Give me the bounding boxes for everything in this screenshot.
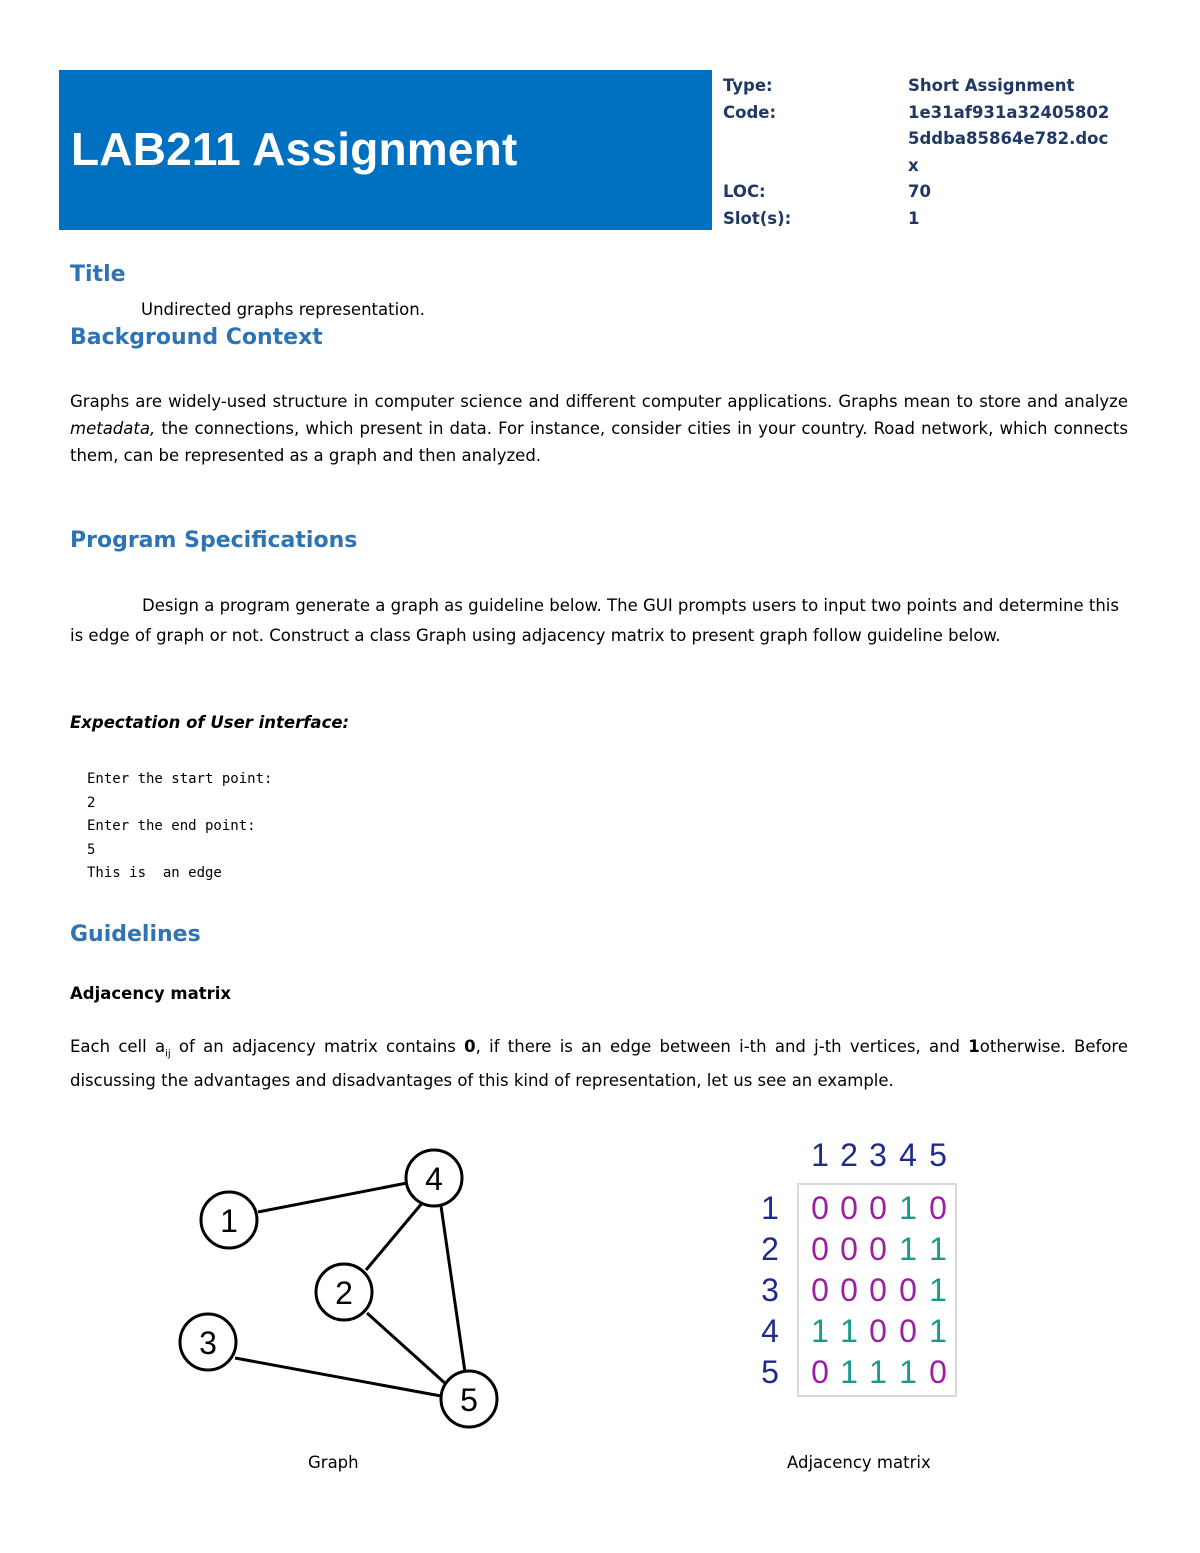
matrix-cell: 1 <box>929 1231 947 1267</box>
edge-2-4 <box>366 1202 423 1270</box>
matrix-cell: 1 <box>899 1190 917 1226</box>
matrix-cell: 1 <box>811 1313 829 1349</box>
matrix-cell: 1 <box>899 1231 917 1267</box>
row-header: 1 <box>761 1190 779 1226</box>
background-heading: Background Context <box>70 325 323 350</box>
edge-4-5 <box>441 1206 465 1372</box>
matrix-cell: 0 <box>811 1190 829 1226</box>
document-title: LAB211 Assignment <box>71 123 518 175</box>
console-sample <box>87 768 272 886</box>
column-header: 4 <box>899 1137 917 1173</box>
background-text-1: Graphs are widely-used structure in computer science and different computer applications. Graphs mean to store and analyze <box>70 392 1128 411</box>
background-paragraph <box>70 388 1128 469</box>
console-line: 5 <box>87 841 96 858</box>
matrix-cell: 0 <box>929 1354 947 1390</box>
slots-label: Slot(s): <box>723 208 792 228</box>
matrix-cell: 0 <box>869 1272 887 1308</box>
row-header: 4 <box>761 1313 779 1349</box>
console-line: 2 <box>87 794 96 811</box>
gp-b: of an adjacency matrix contains <box>170 1037 465 1056</box>
column-header: 1 <box>811 1137 829 1173</box>
matrix-cell: 0 <box>840 1190 858 1226</box>
edge-1-4 <box>258 1183 407 1212</box>
guidelines-heading: Guidelines <box>70 922 201 947</box>
code-label: Code: <box>723 102 777 122</box>
node-label: 2 <box>335 1275 353 1311</box>
column-header: 5 <box>929 1137 947 1173</box>
matrix-cell: 0 <box>899 1313 917 1349</box>
adjacency-subheading: Adjacency matrix <box>70 984 232 1003</box>
node-label: 4 <box>425 1161 443 1197</box>
title-banner <box>59 70 712 230</box>
gp-one: 1 <box>968 1037 980 1056</box>
node-label: 3 <box>199 1325 217 1361</box>
background-text-2: the connections, which present in data. For instance, consider cities in your country. Road network, which connects them, can be represented as a graph and then analyzed. <box>70 419 1128 465</box>
edge-3-5 <box>235 1358 441 1396</box>
adjacency-matrix-figure <box>745 1130 975 1410</box>
node-label: 5 <box>460 1382 478 1418</box>
title-text: Undirected graphs representation. <box>141 300 425 319</box>
graph-caption: Graph <box>308 1453 359 1472</box>
matrix-cell: 1 <box>840 1354 858 1390</box>
matrix-cell: 1 <box>840 1313 858 1349</box>
matrix-cell: 0 <box>811 1272 829 1308</box>
slots-value: 1 <box>908 208 920 228</box>
matrix-cell: 0 <box>840 1272 858 1308</box>
loc-value: 70 <box>908 182 931 201</box>
matrix-cell: 0 <box>869 1190 887 1226</box>
ui-expectation-heading: Expectation of User interface: <box>70 713 350 732</box>
program-paragraph: Design a program generate a graph as guideline below. The GUI prompts users to input two points and determine this is edge of graph or not. Construct a class Graph using adjacency matrix to present graph follow guideline below. <box>70 596 1119 645</box>
matrix-cell: 0 <box>869 1313 887 1349</box>
gp-sub: ij <box>165 1048 171 1060</box>
matrix-cell: 0 <box>811 1231 829 1267</box>
matrix-cell: 1 <box>869 1354 887 1390</box>
console-line: Enter the end point: <box>87 818 256 834</box>
gp-zero: 0 <box>464 1037 476 1056</box>
matrix-cell: 1 <box>899 1354 917 1390</box>
loc-label: LOC: <box>723 182 766 201</box>
edge-2-5 <box>367 1313 447 1385</box>
row-header: 5 <box>761 1354 779 1390</box>
node-label: 1 <box>220 1203 238 1239</box>
type-label: Type: <box>723 76 773 95</box>
code-value: 1e31af931a324058025ddba85864e782.docx <box>908 102 1110 175</box>
program-heading: Program Specifications <box>70 528 358 553</box>
column-header: 3 <box>869 1137 887 1173</box>
console-line: Enter the start point: <box>87 771 273 787</box>
graph-figure <box>170 1140 510 1440</box>
matrix-caption: Adjacency matrix <box>787 1453 931 1472</box>
matrix-cell: 1 <box>929 1272 947 1308</box>
column-header: 2 <box>840 1137 858 1173</box>
gp-a: Each cell a <box>70 1037 166 1056</box>
matrix-cell: 0 <box>811 1354 829 1390</box>
console-line: This is an edge <box>87 865 222 881</box>
row-header: 3 <box>761 1272 779 1308</box>
matrix-cell: 0 <box>840 1231 858 1267</box>
guidelines-paragraph <box>70 1033 1128 1094</box>
background-italic: metadata, <box>70 419 156 438</box>
matrix-cell: 1 <box>929 1313 947 1349</box>
type-value: Short Assignment <box>908 76 1075 95</box>
gp-c: , if there is an edge between i-th and j-th vertices, and <box>475 1037 969 1056</box>
matrix-cell: 0 <box>899 1272 917 1308</box>
matrix-cell: 0 <box>929 1190 947 1226</box>
matrix-cell: 0 <box>869 1231 887 1267</box>
gp-d: otherwise. Before discussing the advantages and disadvantages of this kind of representation, let us see an example. <box>70 1037 1128 1091</box>
row-header: 2 <box>761 1231 779 1267</box>
title-heading: Title <box>70 262 126 287</box>
